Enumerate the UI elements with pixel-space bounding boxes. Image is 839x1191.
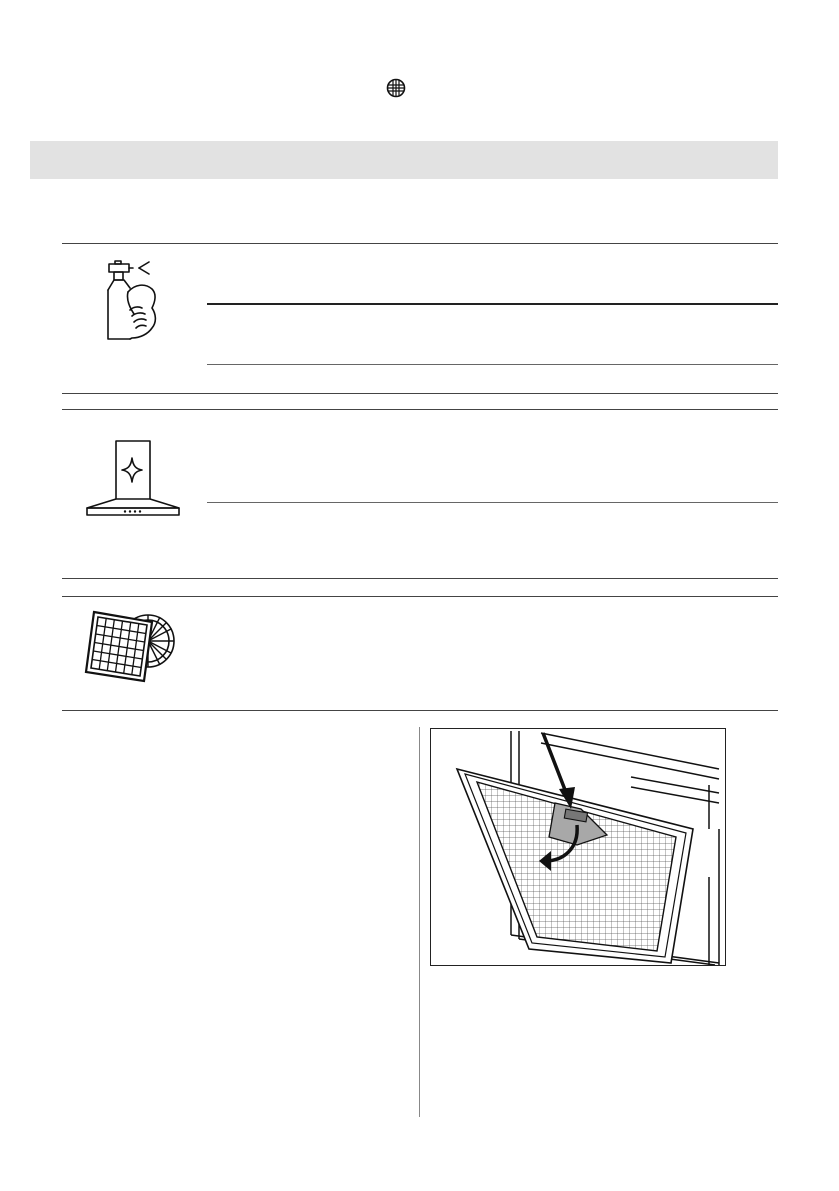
globe-icon	[385, 77, 407, 99]
subsection-divider	[207, 364, 778, 365]
column-divider	[419, 727, 420, 1117]
section-heading-band	[30, 141, 778, 179]
section-divider	[62, 710, 778, 711]
section-divider	[62, 596, 778, 597]
section-divider	[62, 409, 778, 410]
spray-cleaning-icon	[100, 256, 166, 342]
section-divider	[62, 393, 778, 394]
grease-filter-icon	[80, 604, 176, 686]
subsection-divider	[207, 502, 778, 503]
subsection-divider	[207, 303, 778, 305]
top-edge-rule	[0, 0, 839, 1]
section-divider	[62, 243, 778, 244]
section-divider	[62, 578, 778, 579]
hood-sparkle-icon	[84, 440, 182, 516]
filter-removal-illustration	[430, 728, 726, 966]
